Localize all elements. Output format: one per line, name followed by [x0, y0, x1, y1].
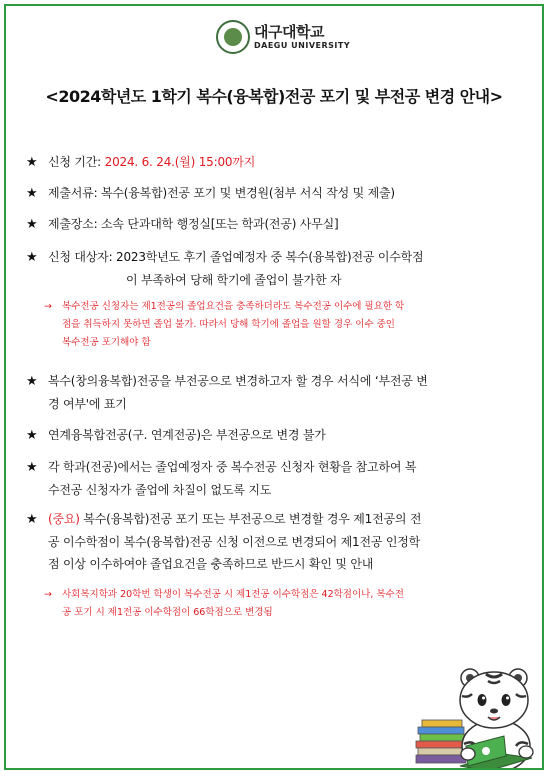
logo-korean: 대구대학교	[254, 22, 324, 41]
documents-text: 제출서류: 복수(융복합)전공 포기 및 변경원(첨부 서식 작성 및 제출)	[48, 186, 395, 200]
note-social-welfare	[44, 586, 528, 622]
note2-line-1: 사회복지학과 20학번 학생이 복수전공 시 제1전공 이수학점은 42학점이나, 복수전	[62, 589, 404, 600]
star-bullet-icon: ★	[26, 512, 38, 527]
note1-line-3: 복수전공 포기해야 함	[62, 337, 151, 348]
item-minor-change	[26, 370, 522, 415]
target-line-2: 이 부족하여 당해 학기에 졸업이 불가한 자	[126, 273, 342, 287]
arrow-icon: →	[44, 301, 52, 312]
star-bullet-icon: ★	[26, 374, 38, 389]
item-important	[26, 508, 522, 575]
important-tag: (중요)	[48, 512, 80, 526]
period-label: 신청 기간:	[48, 155, 105, 169]
item-department	[26, 456, 522, 501]
item-period	[26, 151, 522, 174]
notice-title: <2024학년도 1학기 복수(융복합)전공 포기 및 부전공 변경 안내>	[45, 87, 503, 106]
note1-line-1: 복수전공 신청자는 제1전공의 졸업요건을 충족하더라도 복수전공 이수에 필요한 학	[62, 301, 405, 312]
minor-line-2: 경 여부'에 표기	[48, 397, 127, 411]
important-line-3: 점 이상 이수하여야 졸업요건을 충족하므로 반드시 확인 및 안내	[48, 557, 374, 571]
important-line-1: 복수(융복합)전공 포기 또는 부전공으로 변경할 경우 제1전공의 전	[79, 512, 422, 526]
tiger-mascot-illustration	[408, 654, 542, 770]
star-bullet-icon: ★	[26, 217, 38, 232]
dept-line-2: 수전공 신청자가 졸업에 차질이 없도록 지도	[48, 483, 272, 497]
star-bullet-icon: ★	[26, 155, 38, 170]
period-date: 2024. 6. 24.(월) 15:00까지	[104, 155, 256, 169]
item-target	[26, 246, 522, 291]
dept-line-1: 각 학과(전공)에서는 졸업예정자 중 복수전공 신청자 현황을 참고하여 복	[48, 460, 417, 474]
note1-line-2: 점을 취득하지 못하면 졸업 불가. 따라서 당해 학기에 졸업을 원할 경우 이수 중인	[62, 319, 395, 330]
place-text: 제출장소: 소속 단과대학 행정실[또는 학과(전공) 사무실]	[48, 217, 339, 231]
target-line-1: 신청 대상자: 2023학년도 후기 졸업예정자 중 복수(융복합)전공 이수학점	[48, 250, 424, 264]
university-seal-icon	[216, 20, 250, 54]
item-documents	[26, 182, 522, 205]
minor-line-1: 복수(창의융복합)전공을 부전공으로 변경하고자 할 경우 서식에 ‘부전공 변	[48, 374, 428, 388]
item-place	[26, 213, 522, 236]
item-linked-major	[26, 424, 522, 447]
linked-text: 연계융복합전공(구. 연계전공)은 부전공으로 변경 불가	[48, 428, 326, 442]
star-bullet-icon: ★	[26, 460, 38, 475]
logo-english: DAEGU UNIVERSITY	[254, 40, 351, 50]
star-bullet-icon: ★	[26, 428, 38, 443]
star-bullet-icon: ★	[26, 186, 38, 201]
important-line-2: 공 이수학점이 복수(융복합)전공 신청 이전으로 변경되어 제1전공 인정학	[48, 535, 421, 549]
note-double-major	[44, 298, 528, 352]
star-bullet-icon: ★	[26, 250, 38, 265]
arrow-icon: →	[44, 589, 52, 600]
notice-frame	[4, 4, 544, 770]
note2-line-2: 공 포기 시 제1전공 이수학점이 66학점으로 변경됨	[62, 607, 273, 618]
university-logo	[216, 20, 350, 54]
